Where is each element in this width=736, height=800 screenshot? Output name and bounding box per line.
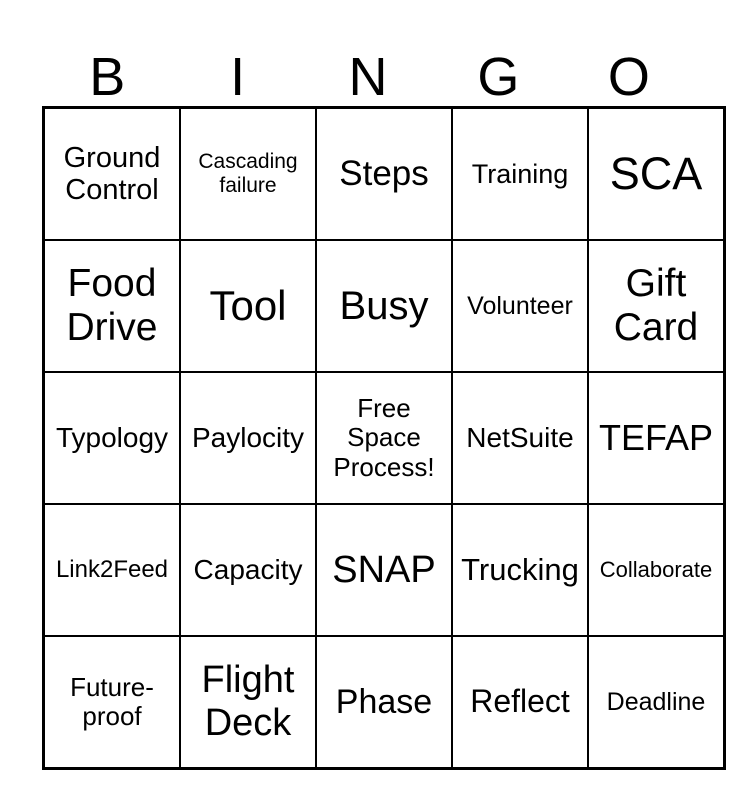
bingo-row <box>44 636 725 769</box>
bingo-cell-label: Gift Card <box>613 262 699 349</box>
bingo-card <box>42 0 714 770</box>
bingo-row <box>44 240 725 372</box>
bingo-cell-label: Flight Deck <box>201 659 295 744</box>
bingo-cell-label: Link2Feed <box>55 555 169 583</box>
bingo-cell-label: Future-proof <box>70 671 154 731</box>
bingo-cell[interactable] <box>588 372 725 504</box>
header-letter-b: B <box>89 47 126 107</box>
bingo-cell[interactable] <box>44 240 181 372</box>
bingo-cell[interactable] <box>180 372 316 504</box>
bingo-cell-label: Deadline <box>606 688 706 716</box>
bingo-cell[interactable] <box>44 636 181 769</box>
bingo-cell-label: Food Drive <box>66 262 158 349</box>
bingo-row <box>44 504 725 636</box>
bingo-row <box>44 108 725 241</box>
header-letter-n: N <box>348 47 388 107</box>
bingo-cell[interactable] <box>316 240 452 372</box>
bingo-cell-label: NetSuite <box>466 422 574 454</box>
bingo-cell-label: Capacity <box>193 554 303 586</box>
bingo-cell[interactable] <box>180 504 316 636</box>
bingo-cell[interactable] <box>588 108 725 241</box>
bingo-cell[interactable] <box>316 636 452 769</box>
bingo-cell-label: Volunteer <box>467 292 573 320</box>
bingo-cell-label: Free Space Process! <box>333 393 435 482</box>
bingo-cell-label: Phase <box>335 682 433 721</box>
bingo-cell-label: Steps <box>339 154 429 194</box>
bingo-cell[interactable] <box>180 240 316 372</box>
bingo-cell-label: Paylocity <box>191 422 305 454</box>
bingo-cell[interactable] <box>316 108 452 241</box>
bingo-cell[interactable] <box>316 504 452 636</box>
bingo-row <box>44 372 725 504</box>
bingo-cell[interactable] <box>180 636 316 769</box>
bingo-header <box>42 0 694 106</box>
header-letter-o: O <box>607 47 650 107</box>
bingo-cell[interactable] <box>180 108 316 241</box>
bingo-cell-label: Ground Control <box>63 141 161 206</box>
bingo-cell-label: SCA <box>609 147 703 199</box>
bingo-cell-label: Training <box>471 158 569 189</box>
bingo-cell-label: Busy <box>339 283 429 328</box>
bingo-cell[interactable] <box>44 372 181 504</box>
bingo-cell[interactable] <box>44 108 181 241</box>
bingo-cell[interactable] <box>588 504 725 636</box>
bingo-cell-label: Reflect <box>470 683 570 720</box>
bingo-cell-label: Collaborate <box>599 556 713 582</box>
bingo-cell-label: Tool <box>209 282 287 330</box>
bingo-cell-label: Cascading failure <box>198 150 298 197</box>
bingo-cell-label: SNAP <box>332 548 436 591</box>
bingo-cell[interactable] <box>452 240 588 372</box>
header-letter-g: G <box>477 47 520 107</box>
header-letter-i: I <box>230 47 246 107</box>
bingo-cell-label: TEFAP <box>598 416 714 458</box>
bingo-cell[interactable] <box>452 372 588 504</box>
bingo-cell[interactable] <box>44 504 181 636</box>
bingo-cell[interactable] <box>588 636 725 769</box>
bingo-cell-label: Typology <box>55 422 169 454</box>
bingo-cell[interactable] <box>452 108 588 241</box>
bingo-cell-label: Trucking <box>461 551 579 587</box>
bingo-cell[interactable] <box>588 240 725 372</box>
bingo-cell[interactable] <box>452 504 588 636</box>
bingo-cell[interactable] <box>452 636 588 769</box>
bingo-grid <box>42 106 726 770</box>
free-space-cell[interactable] <box>316 372 452 504</box>
